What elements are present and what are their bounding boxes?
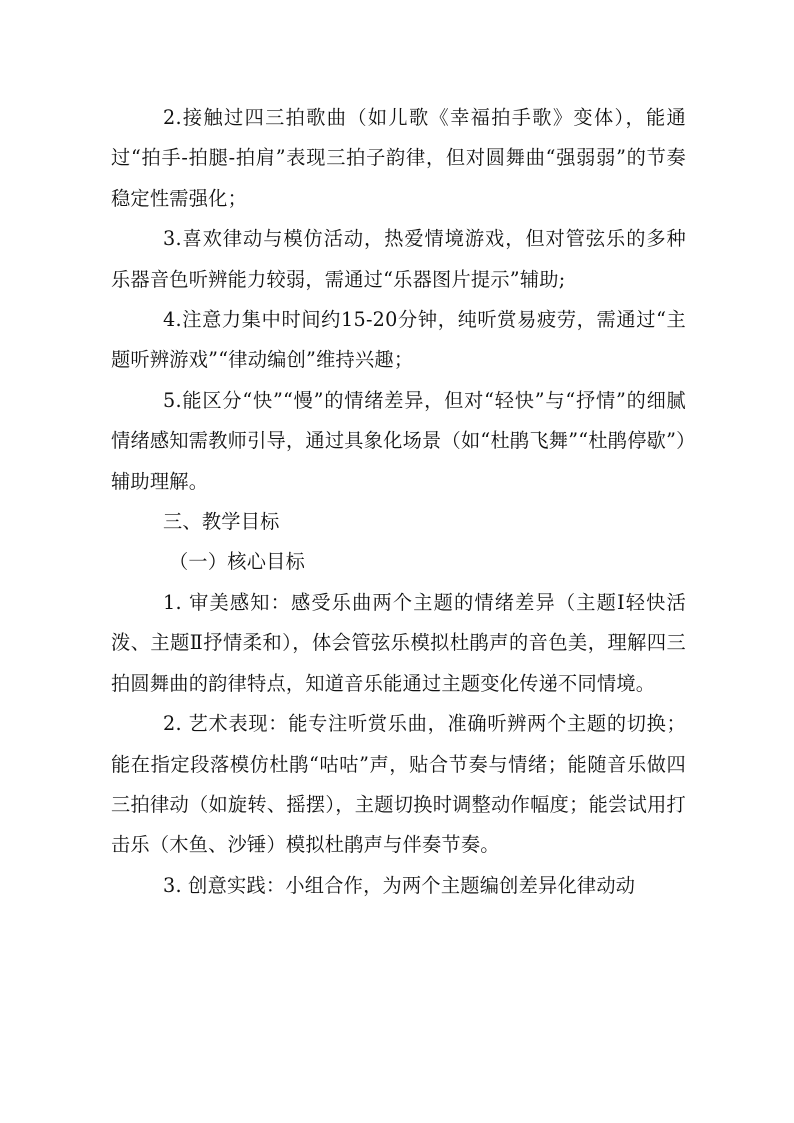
paragraph-attention-span: 4.注意力集中时间约15-20分钟，纯听赏易疲劳，需通过“主题听辨游戏”“律动编创”维持兴趣； xyxy=(111,308,686,372)
subsection-heading-core-goals: （一）核心目标 xyxy=(169,550,306,574)
paragraph-emotion-perception: 5.能区分“快”“慢”的情绪差异，但对“轻快”与“抒情”的细腻情绪感知需教师引导，通过具象化场景（如“杜鹃飞舞”“杜鹃停歇”）辅助理解。 xyxy=(111,388,686,493)
paragraph-creative-practice: 3. 创意实践：小组合作，为两个主题编创差异化律动动 xyxy=(163,873,636,897)
section-heading-teaching-goals: 三、教学目标 xyxy=(163,510,280,534)
document-body xyxy=(111,98,686,906)
paragraph-artistic-expression: 2. 艺术表现：能专注听赏乐曲，准确听辨两个主题的切换；能在指定段落模仿杜鹃“咕咕”声，贴合节奏与情绪；能随音乐做四三拍律动（如旋转、摇摆），主题切换时调整动作幅度；能尝试用打击乐（木鱼、沙锤）模拟杜鹃声与伴奏节奏。 xyxy=(111,712,686,857)
paragraph-aesthetic-perception: 1. 审美感知：感受乐曲两个主题的情绪差异（主题Ⅰ轻快活泼、主题Ⅱ抒情柔和），体会管弦乐模拟杜鹃声的音色美，理解四三拍圆舞曲的韵律特点，知道音乐能通过主题变化传递不同情境。 xyxy=(111,590,686,695)
paragraph-activity-preference: 3.喜欢律动与模仿活动，热爱情境游戏，但对管弦乐的多种乐器音色听辨能力较弱，需通过“乐器图片提示”辅助; xyxy=(111,227,686,291)
paragraph-prior-experience: 2.接触过四三拍歌曲（如儿歌《幸福拍手歌》变体），能通过“拍手-拍腿-拍肩”表现三拍子韵律，但对圆舞曲“强弱弱”的节奏稳定性需强化； xyxy=(111,106,686,210)
